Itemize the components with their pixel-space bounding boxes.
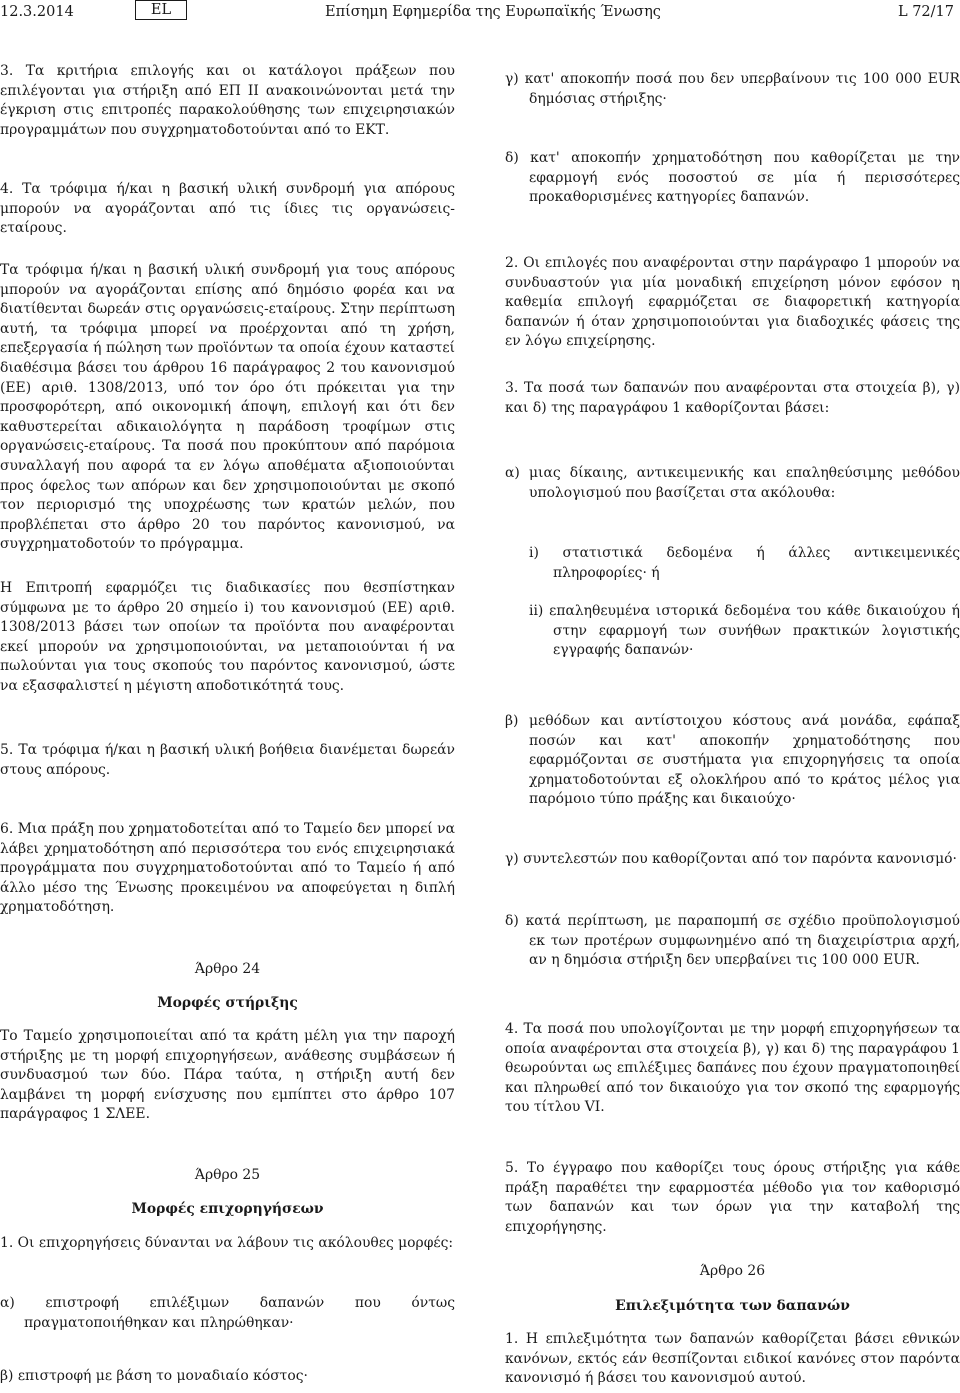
subitem-i: i) στατιστικά δεδομένα ή άλλες αντικειμενικές πληροφορίες· ή — [529, 545, 960, 581]
article-25-item-b: β) επιστροφή με βάση το μοναδιαίο κόστος· — [0, 1368, 308, 1384]
article-26-paragraph-1: 1. Η επιλεξιμότητα των δαπανών καθορίζεται βάσει εθνικών κανόνων, εκτός εάν θεσπίζονται ειδικοί κανόνες στον παρόντα κανονισμό ή βάσει του κανονισμού αυτού. — [505, 1331, 960, 1387]
language-code-box: EL — [135, 0, 187, 20]
paragraph-6: 6. Μια πράξη που χρηματοδοτείται από το Ταμείο δεν μπορεί να λάβει χρηματοδότηση από περισσότερα του ενός επιχειρησιακά προγράμματα που συγχρηματοδοτούνται από το Ταμείο ή από άλλο μέσο της Ένωσης προκειμένου να αποφεύγεται η διπλή χρηματοδότηση. — [0, 821, 455, 916]
article-25-item-a: α) επιστροφή επιλέξιμων δαπανών που όντως πραγματοποιήθηκαν και πληρώθηκαν· — [0, 1295, 455, 1331]
paragraph-4-sub-2: Η Επιτροπή εφαρμόζει τις διαδικασίες που θεσπίστηκαν σύμφωνα με το άρθρο 20 σημείο i) του κανονισμού (ΕΕ) αριθ. 1308/2013 βάσει των οποίων τα προϊόντα που αναφέρονται εκεί μπορούν να χρησιμοποιούνται, να μεταποιούνται ή να πωλούνται για τους σκοπούς του παρόντος κανονισμού, ώστε να εξασφαλιστεί η μέγιστη αποδοτικότητά τους. — [0, 580, 455, 694]
article-24-title: Μορφές στήριξης — [157, 995, 298, 1011]
paragraph-5: 5. Τα τρόφιμα ή/και η βασική υλική βοήθεια διανέμεται δωρεάν στους απόρους. — [0, 742, 455, 778]
item-d: δ) κατ' αποκοπήν χρηματοδότηση που καθορίζεται με την εφαρμογή ενός ποσοστού σε μία ή περισσότερες προκαθορισμένες κατηγορίες δαπανών. — [505, 150, 960, 206]
page-reference: L 72/17 — [897, 4, 954, 20]
paragraph-3: 3. Τα ποσά των δαπανών που αναφέρονται στα στοιχεία β), γ) και δ) της παραγράφου 1 καθορίζονται βάσει: — [505, 380, 960, 416]
article-24-text: Το Ταμείο χρησιμοποιείται από τα κράτη μέλη για την παροχή στήριξης με τη μορφή επιχορηγήσεων, ανάθεσης συμβάσεων ή συνδυασμού των δύο. Πάρα ταύτα, η στήριξη αυτή δεν λαμβάνει τη μορφή ενίσχυσης που εμπίπτει στο άρθρο 107 παράγραφος 1 ΣΛΕΕ. — [0, 1028, 455, 1123]
page-header — [0, 0, 960, 30]
item-a: α) μιας δίκαιης, αντικειμενικής και επαληθεύσιμης μεθόδου υπολογισμού που βασίζεται στα ακόλουθα: — [505, 465, 960, 501]
article-26-number: Άρθρο 26 — [699, 1263, 766, 1279]
journal-title: Επίσημη Εφημερίδα της Ευρωπαϊκής Ένωσης — [325, 4, 661, 20]
subitem-ii: ii) επαληθευμένα ιστορικά δεδομένα του κάθε δικαιούχου ή στην εφαρμογή των συνήθων πρακτικών λογιστικής εγγραφής δαπανών· — [529, 603, 960, 659]
item-dd: δ) κατά περίπτωση, με παραπομπή σε σχέδιο προϋπολογισμού εκ των προτέρων συμφωνημένο από τη διαχειρίστρια αρχή, αν η δημόσια στήριξη δεν υπερβαίνει τις 100 000 EUR. — [505, 913, 960, 969]
article-26-title: Επιλεξιμότητα των δαπανών — [615, 1298, 850, 1314]
paragraph-3: 3. Τα κριτήρια επιλογής και οι κατάλογοι πράξεων που επιλέγονται για στήριξη από ΕΠ ΙΙ ανακοινώνονται μετά την έγκριση στις επιτροπές παρακολούθησης των επιχειρησιακών προγραμμάτων που συγχρηματοδοτούνται από το ΕΚΤ. — [0, 63, 455, 138]
paragraph-4: 4. Τα τρόφιμα ή/και η βασική υλική συνδρομή για απόρους μπορούν να αγοράζονται από τις ίδιες τις οργανώσεις-εταίρους. — [0, 181, 455, 237]
article-25-title: Μορφές επιχορηγήσεων — [131, 1201, 324, 1217]
item-b: β) μεθόδων και αντίστοιχου κόστους ανά μονάδα, εφάπαξ ποσών και κατ' αποκοπήν χρηματοδότησης που εφαρμόζονται σε συστήματα για επιχορηγήσεις τα οποία χρηματοδοτούνται εξ ολοκλήρου από το κράτος μέλος για παρόμοιο τύπο πράξης και δικαιούχο· — [505, 713, 960, 808]
article-25-paragraph-1: 1. Οι επιχορηγήσεις δύνανται να λάβουν τις ακόλουθες μορφές: — [0, 1235, 454, 1251]
paragraph-5: 5. Το έγγραφο που καθορίζει τους όρους στήριξης για κάθε πράξη παραθέτει την εφαρμοστέα μέθοδο για τον καθορισμό των δαπανών και των όρων για την καταβολή της επιχορήγησης. — [505, 1160, 960, 1235]
article-24-number: Άρθρο 24 — [194, 961, 261, 977]
paragraph-2: 2. Οι επιλογές που αναφέρονται στην παράγραφο 1 μπορούν να συνδυαστούν για μία μοναδική επιχείρηση μόνον εφόσον η καθεμία επιλογή εφαρμόζεται σε διαφορετική κατηγορία δαπανών ή όταν χρησιμοποιούνται για διαδοχικές φάσεις της εν λόγω επιχείρησης. — [505, 255, 960, 350]
paragraph-4: 4. Τα ποσά που υπολογίζονται με την μορφή επιχορηγήσεων τα οποία αναφέρονται στα στοιχεία β), γ) και δ) της παραγράφου 1 θεωρούνται ως επιλέξιμες δαπάνες που έχουν πραγματοποιηθεί και πληρωθεί από τον δικαιούχο για τον σκοπό της εφαρμογής του τίτλου VI. — [505, 1021, 960, 1116]
item-g: γ) κατ' αποκοπήν ποσά που δεν υπερβαίνουν τις 100 000 EUR δημόσιας στήριξης· — [505, 71, 960, 107]
item-c: γ) συντελεστών που καθορίζονται από τον παρόντα κανονισμό· — [505, 851, 957, 867]
publication-date: 12.3.2014 — [0, 4, 74, 20]
paragraph-4-sub-1: Τα τρόφιμα ή/και η βασική υλική συνδρομή για τους απόρους μπορούν να αγοράζονται επίσης από δημόσιο φορέα και να διατίθενται δωρεάν στις οργανώσεις-εταίρους. Στην περίπτωση αυτή, τα τρόφιμα μπορεί να προέρχονται από τη χρήση, επεξεργασία ή πώληση των προϊόντων τα οποία έχουν καταστεί διαθέσιμα βάσει του άρθρου 16 παράγραφος 2 του κανονισμού (ΕΕ) αριθ. 1308/2013, υπό τον όρο ότι πρόκειται για την προσφορότερη, από οικονομική άποψη, επιλογή και ότι δεν καθυστερείται αδικαιολόγητα η παράδοση τροφίμων στις οργανώσεις-εταίρους. Τα ποσά που προκύπτουν από παρόμοια συναλλαγή που αφορά τα εν λόγω αποθέματα αξιοποιούνται προς όφελος των απόρων και δεν χρησιμοποιούνται με σκοπό τον περιορισμό της υποχρέωσης των κρατών μελών, που προβλέπεται στο άρθρο 20 του παρόντος κανονισμού, να συγχρηματοδοτούν το πρόγραμμα. — [0, 262, 455, 553]
article-25-number: Άρθρο 25 — [194, 1167, 261, 1183]
